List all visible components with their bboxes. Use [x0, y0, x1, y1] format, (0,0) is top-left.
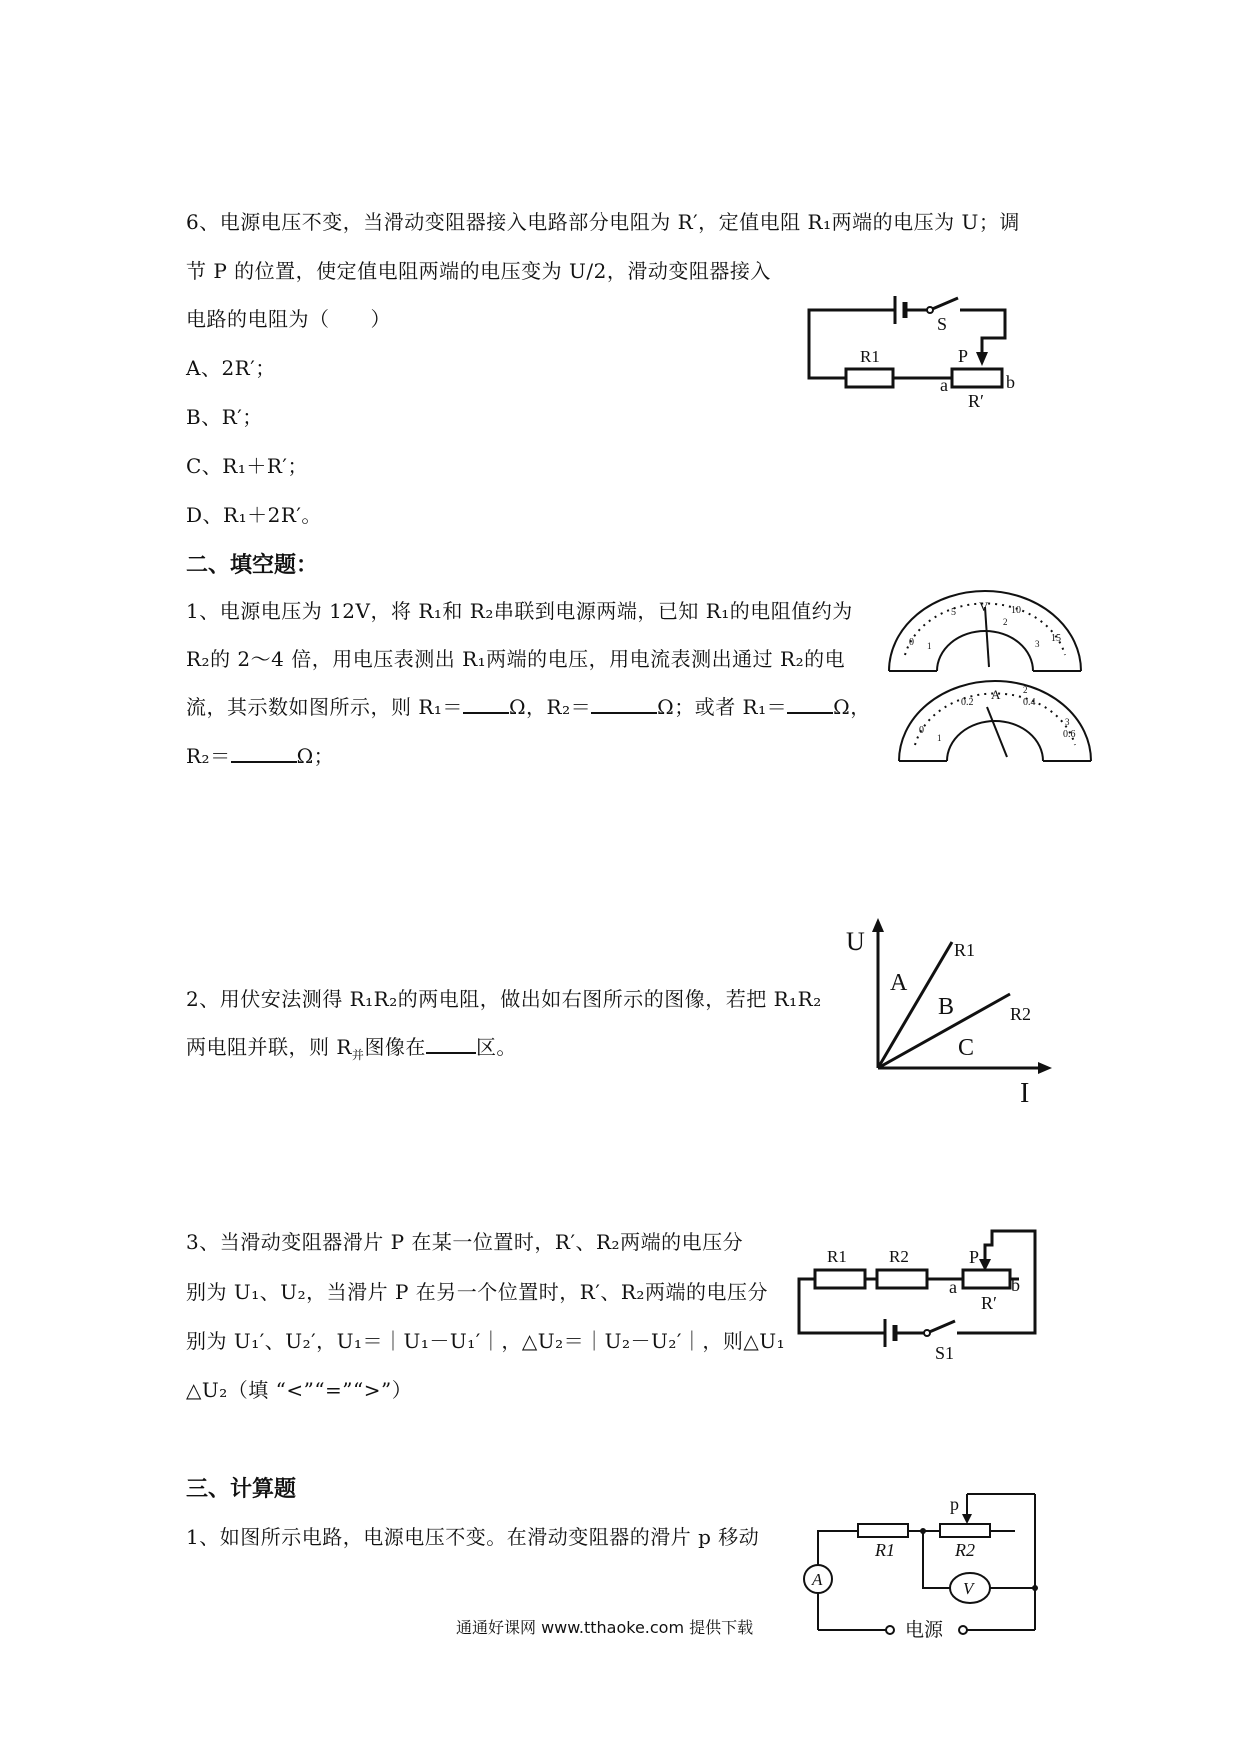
q6-option-c: C、R₁＋R′；	[186, 454, 308, 478]
fill1-line3	[186, 693, 871, 721]
ammeter-tick-0.2: 0.2	[961, 697, 974, 708]
fill1-line3-d: Ω，	[833, 695, 871, 719]
page-footer: 通通好课网 www.tthaoke.com 提供下载	[456, 1618, 754, 1637]
ammeter-tick-0.4: 0.4	[1023, 697, 1036, 708]
voltmeter-tick-0: 0	[909, 637, 914, 648]
q6-option-a: A、2R′；	[186, 356, 276, 380]
voltmeter-unit: V	[979, 599, 989, 614]
voltmeter-inner-1: 1	[927, 641, 932, 651]
voltmeter-inner-2: 2	[1003, 617, 1008, 627]
fill3-rheostat-label: R′	[981, 1293, 997, 1313]
fill1-line3-b: Ω，R₂＝	[508, 695, 592, 719]
graph-line-r2-label: R2	[1010, 1004, 1032, 1024]
q6-circuit-diagram	[800, 290, 1040, 420]
section2-heading: 二、填空题：	[186, 553, 319, 578]
calc1-r2-label: R2	[955, 1540, 975, 1560]
fill3-end-b-label: b	[1011, 1275, 1020, 1295]
q6-rheostat-label: R′	[968, 391, 984, 411]
ammeter-unit: A	[991, 687, 1001, 702]
q6-slider-label: P	[958, 346, 969, 366]
answer-blank-r1-alt[interactable]	[787, 694, 833, 714]
ammeter-dial	[895, 675, 1095, 765]
calc1-r1-label: R1	[875, 1540, 895, 1560]
graph-region-a: A	[890, 970, 908, 996]
graph-region-c: C	[958, 1035, 975, 1061]
answer-blank-r2[interactable]	[591, 694, 657, 714]
voltmeter-inner-3: 3	[1035, 639, 1040, 649]
fill2-line2	[186, 1033, 517, 1069]
fill3-r1-label: R1	[827, 1247, 847, 1266]
q6-option-b: B、R′；	[186, 405, 263, 429]
calc1-ammeter-label: A	[812, 1570, 823, 1589]
q6-line2: 节 P 的位置，使定值电阻两端的电压变为 U/2，滑动变阻器接入	[186, 259, 771, 283]
calc1-line1: 1、如图所示电路，电源电压不变。在滑动变阻器的滑片 p 移动	[186, 1525, 760, 1549]
fill1-line4-a: R₂＝	[186, 744, 231, 768]
ammeter-inner-1: 1	[937, 733, 942, 743]
ammeter-inner-3: 3	[1065, 717, 1070, 727]
ammeter-tick-0.6: 0.6	[1063, 729, 1076, 740]
fill1-line2: R₂的 2～4 倍，用电压表测出 R₁两端的电压，用电流表测出通过 R₂的电	[186, 647, 846, 671]
fill3-slider-label: P	[969, 1247, 980, 1267]
fill1-line4-b: Ω；	[296, 744, 335, 768]
calc1-slider-label: p	[950, 1494, 959, 1514]
fill2-line2-sub: 并	[351, 1048, 365, 1062]
fill2-line2-c: 区。	[475, 1035, 517, 1059]
calc1-circuit-diagram	[795, 1488, 1045, 1638]
answer-blank-region[interactable]	[426, 1034, 476, 1054]
graph-y-axis-label: U	[846, 927, 865, 956]
q6-line1: 6、电源电压不变，当滑动变阻器接入电路部分电阻为 R′，定值电阻 R₁两端的电压为 U；调	[186, 210, 1020, 234]
voltmeter-tick-5: 5	[951, 607, 956, 618]
voltmeter-dial	[885, 585, 1085, 675]
fill3-circuit-diagram	[795, 1225, 1045, 1360]
section3-heading: 三、计算题	[186, 1477, 297, 1502]
fill3-end-a-label: a	[949, 1277, 957, 1297]
fill3-switch-label: S1	[935, 1343, 955, 1360]
fill3-r2-label: R2	[889, 1247, 909, 1266]
ammeter-inner-2: 2	[1023, 685, 1028, 695]
ui-graph	[840, 918, 1060, 1108]
graph-region-b: B	[938, 994, 955, 1020]
answer-blank-r1[interactable]	[463, 694, 509, 714]
fill3-line4: △U₂（填 “<”“=”“>”）	[186, 1378, 413, 1402]
fill1-line4	[186, 742, 334, 770]
q6-r1-label: R1	[860, 347, 880, 366]
ammeter-tick-0: 0	[919, 725, 924, 736]
calc1-source-label: 电源	[905, 1620, 944, 1638]
q6-line3: 电路的电阻为（ ）	[186, 307, 391, 331]
fill2-line2-b: 图像在	[364, 1035, 426, 1059]
calc1-voltmeter-label: V	[963, 1579, 974, 1598]
fill1-line1: 1、电源电压为 12V，将 R₁和 R₂串联到电源两端，已知 R₁的电阻值约为	[186, 599, 853, 623]
fill3-line1: 3、当滑动变阻器滑片 P 在某一位置时，R′、R₂两端的电压分	[186, 1230, 744, 1254]
answer-blank-r2-alt[interactable]	[231, 743, 297, 763]
q6-end-a-label: a	[940, 375, 948, 395]
fill1-line3-a: 流，其示数如图所示，则 R₁＝	[186, 695, 463, 719]
graph-x-axis-label: I	[1020, 1078, 1030, 1108]
fill3-line3: 别为 U₁′、U₂′，U₁＝｜U₁－U₁′｜，△U₂＝｜U₂－U₂′｜，则△U₁	[186, 1329, 786, 1353]
fill3-line2: 别为 U₁、U₂，当滑片 P 在另一个位置时，R′、R₂两端的电压分	[186, 1280, 768, 1304]
q6-end-b-label: b	[1006, 372, 1015, 392]
fill2-line1: 2、用伏安法测得 R₁R₂的两电阻，做出如右图所示的图像，若把 R₁R₂	[186, 987, 822, 1011]
voltmeter-tick-10: 10	[1011, 605, 1021, 616]
fill1-line3-c: Ω；或者 R₁＝	[657, 695, 788, 719]
graph-line-r1-label: R1	[954, 940, 976, 960]
q6-option-d: D、R₁＋2R′。	[186, 503, 322, 527]
fill2-line2-a: 两电阻并联，则 R	[186, 1035, 352, 1059]
q6-switch-label: S	[937, 314, 948, 334]
voltmeter-tick-15: 15	[1051, 633, 1061, 644]
